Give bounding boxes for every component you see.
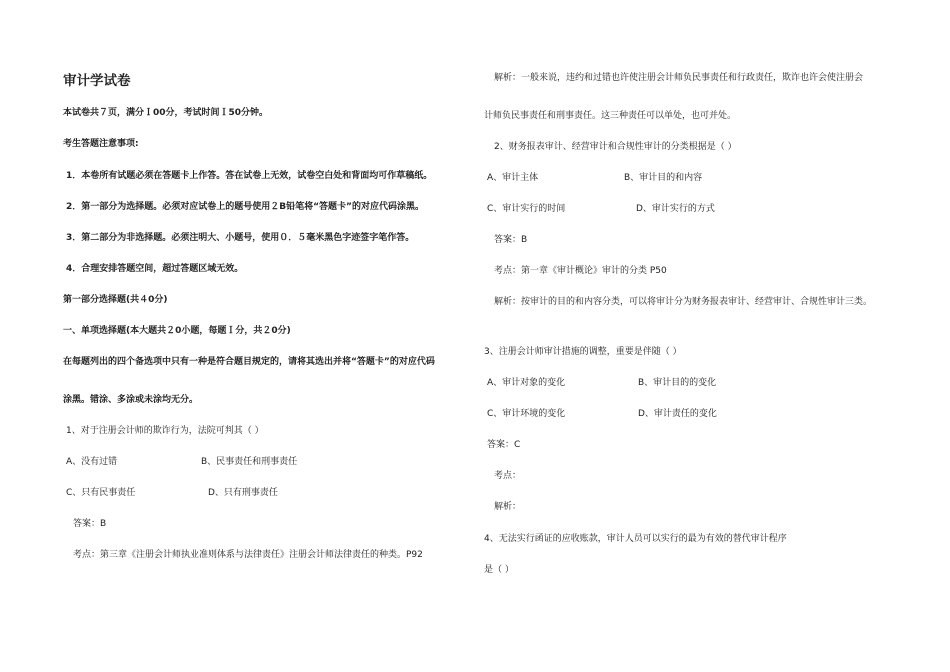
q1-option-c: C、只有民事责任 <box>66 488 136 498</box>
q2-option-c: C、审计实行的时间 <box>487 204 566 214</box>
q2-option-a: A、审计主体 <box>487 173 539 183</box>
q1-answer: 答案：B <box>73 519 107 529</box>
q2-analysis: 解析：按审计的目的和内容分类，可以将审计分为财务报表审计、经营审计、合规性审计三类。 <box>494 297 873 307</box>
q1-analysis-line-1: 解析：一般来说，违约和过错也许使注册会计师负民事责任和行政责任，欺诈也许会使注册会 <box>494 73 864 83</box>
notice-item-4: 4．合理安排答题空间，超过答题区域无效。 <box>66 264 244 274</box>
q3-option-d: D、审计责任的变化 <box>638 409 717 419</box>
notice-item-2: 2．第一部分为选择题。必须对应试卷上的题号使用２B铅笔将“答题卡”的对应代码涂黑。 <box>66 202 424 212</box>
exam-intro: 本试卷共７页，满分Ｉ00分，考试时间Ｉ50分钟。 <box>63 108 269 118</box>
q2-stem: 2、财务报表审计、经营审计和合规性审计的分类根据是（ ） <box>494 142 737 152</box>
q3-kaodian: 考点： <box>494 471 522 481</box>
part1-heading: 第一部分选择题(共４0分) <box>63 295 168 305</box>
page-title: 审计学试卷 <box>63 73 131 89</box>
q3-stem: 3、注册会计师审计措施的调整，重要是伴随（ ） <box>484 347 682 357</box>
q1-stem: 1、对于注册会计师的欺诈行为，法院可判其（ ） <box>66 426 264 436</box>
q3-option-b: B、审计目的的变化 <box>638 378 717 388</box>
q1-kaodian: 考点：第三章《注册会计师执业准则体系与法律责任》注册会计师法律责任的种类。P92 <box>73 550 423 560</box>
q2-answer: 答案：B <box>494 235 528 245</box>
notice-item-1: 1．本卷所有试题必须在答题卡上作答。答在试卷上无效，试卷空白处和背面均可作草稿纸。 <box>66 171 433 181</box>
section-instruction-line-2: 涂黑。错涂、多涂或未涂均无分。 <box>63 395 199 405</box>
q2-option-d: D、审计实行的方式 <box>636 204 715 214</box>
q4-stem-line-1: 4、无法实行函证的应收账款，审计人员可以实行的最为有效的替代审计程序 <box>484 534 787 544</box>
section-instruction-line-1: 在每题列出的四个备选项中只有一种是符合题目规定的，请将其选出并将“答题卡”的对应代码 <box>63 357 435 367</box>
q2-kaodian: 考点：第一章《审计概论》审计的分类 P50 <box>494 266 667 276</box>
q3-option-c: C、审计环境的变化 <box>487 409 566 419</box>
q3-option-a: A、审计对象的变化 <box>487 378 566 388</box>
q1-option-a: A、没有过错 <box>66 457 118 467</box>
q1-analysis-line-2: 计师负民事责任和刑事责任。这三种责任可以单处，也可并处。 <box>484 111 737 121</box>
q3-answer: 答案：C <box>487 440 521 450</box>
notice-heading: 考生答题注意事项: <box>63 139 139 149</box>
q2-option-b: B、审计目的和内容 <box>624 173 703 183</box>
q4-stem-line-2: 是（ ） <box>484 565 514 575</box>
q1-option-d: D、只有刑事责任 <box>208 488 278 498</box>
q3-analysis: 解析： <box>494 502 522 512</box>
notice-item-3: 3．第二部分为非选择题。必须注明大、小题号，使用０．５毫米黑色字迹签字笔作答。 <box>66 233 415 243</box>
q1-option-b: B、民事责任和刑事责任 <box>201 457 298 467</box>
section-heading: 一、单项选择题(本大题共２0小题，每题Ｉ分，共２0分) <box>63 326 291 336</box>
